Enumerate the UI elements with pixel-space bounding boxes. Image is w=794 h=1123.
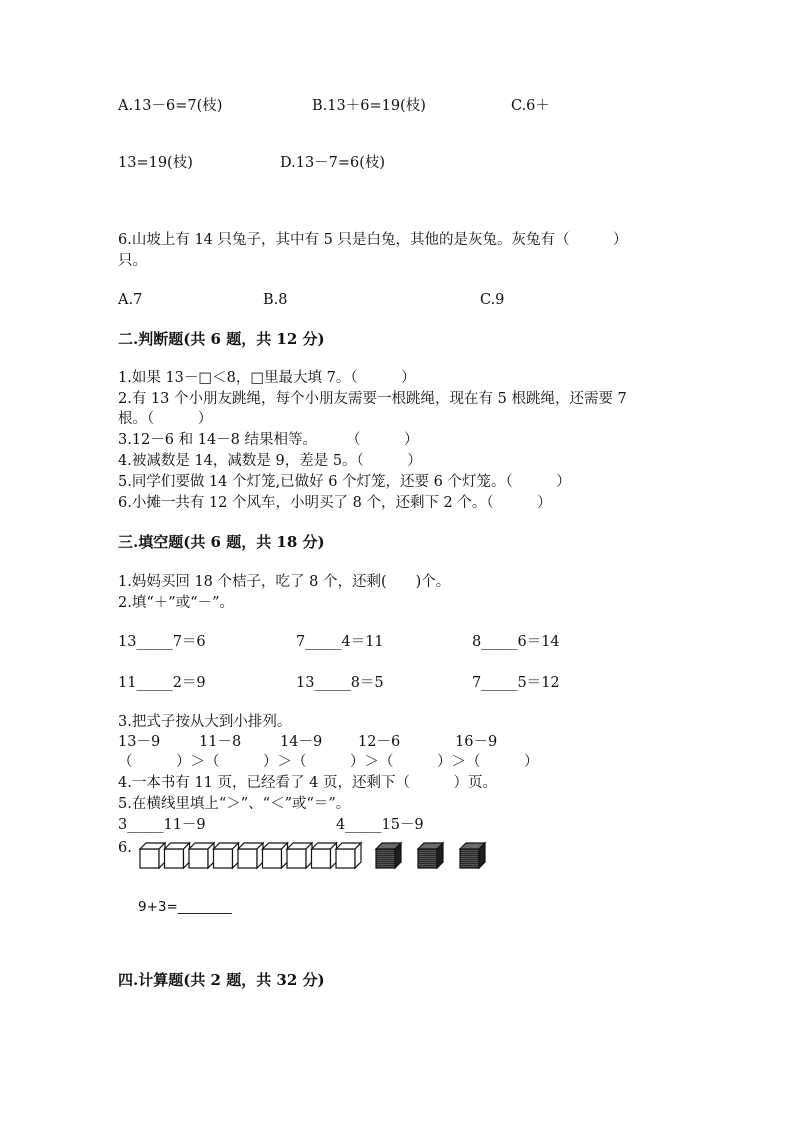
section-2-heading: 二.判断题(共 6 题，共 12 分) — [118, 330, 325, 348]
q6-option-c: C.9 — [480, 292, 505, 308]
section-4-heading: 四.计算题(共 2 题，共 32 分) — [118, 971, 325, 989]
judge-item: 5.同学们要做 14 个灯笼,已做好 6 个灯笼，还要 6 个灯笼。（ ） — [118, 474, 571, 490]
white-cube — [238, 843, 263, 868]
fill-q4: 4.一本书有 11 页，已经看了 4 页，还剩下（ ）页。 — [118, 775, 497, 791]
q6-text-continued: 只。 — [118, 253, 147, 269]
q5-option-b: B.13＋6=19(枝) — [312, 98, 426, 114]
fill-q3-expression: 13－9 — [118, 734, 161, 750]
white-cube — [140, 843, 165, 868]
fill-q5-blank: 3_____11－9 — [118, 817, 206, 833]
fill-q3-expression: 14－9 — [280, 734, 323, 750]
fill-q6-label: 6. — [118, 840, 132, 856]
q6-option-b: B.8 — [263, 292, 288, 308]
judge-item: 3.12－6 和 14－8 结果相等。 （ ） — [118, 432, 419, 448]
fill-q5-blank: 4_____15－9 — [336, 817, 424, 833]
fill-q2-blank: 7_____5＝12 — [472, 675, 560, 691]
cubes-illustration — [138, 838, 490, 874]
white-cube — [263, 843, 288, 868]
white-cube — [287, 843, 312, 868]
white-cube — [214, 843, 239, 868]
fill-q3-expression: 16－9 — [455, 734, 498, 750]
fill-q3-expression: 11－8 — [199, 734, 242, 750]
q6-option-a: A.7 — [118, 292, 143, 308]
white-cube — [165, 843, 190, 868]
fill-q3-expression: 12－6 — [358, 734, 401, 750]
white-cube — [312, 843, 337, 868]
fill-q2: 2.填“＋”或“－”。 — [118, 595, 234, 611]
dark-cube — [376, 843, 401, 868]
judge-item-continued: 根。（ ） — [118, 411, 213, 427]
fill-q2-blank: 11_____2＝9 — [118, 675, 206, 691]
fill-q5: 5.在横线里填上“＞”、“＜”或“＝”。 — [118, 796, 351, 812]
white-cube — [189, 843, 214, 868]
fill-q2-blank: 13_____7＝6 — [118, 634, 206, 650]
q5-option-d: D.13－7=6(枝) — [280, 155, 386, 171]
fill-q6-equation: 9+3=________ — [138, 899, 232, 915]
fill-q2-blank: 13_____8＝5 — [296, 675, 384, 691]
q5-option-c: C.6＋ — [511, 98, 550, 114]
fill-q1: 1.妈妈买回 18 个桔子，吃了 8 个，还剩( )个。 — [118, 574, 451, 590]
dark-cube — [418, 843, 443, 868]
fill-q2-blank: 7_____4＝11 — [296, 634, 384, 650]
q5-option-c-continued: 13=19(枝) — [118, 155, 193, 171]
fill-q3: 3.把式子按从大到小排列。 — [118, 714, 292, 730]
fill-q3-order-blanks: （ ）＞（ ）＞（ ）＞（ ）＞（ ） — [118, 754, 539, 770]
dark-cube — [460, 843, 485, 868]
fill-q2-blank: 8_____6＝14 — [472, 634, 560, 650]
section-3-heading: 三.填空题(共 6 题，共 18 分) — [118, 533, 325, 551]
judge-item: 1.如果 13－□＜8，□里最大填 7。（ ） — [118, 370, 416, 386]
q6-text: 6.山坡上有 14 只兔子，其中有 5 只是白兔，其他的是灰兔。灰兔有（ ） — [118, 232, 628, 248]
white-cube — [336, 843, 361, 868]
q5-option-a: A.13－6=7(枝) — [118, 98, 223, 114]
judge-item: 6.小摊一共有 12 个风车，小明买了 8 个，还剩下 2 个。（ ） — [118, 495, 552, 511]
judge-item: 4.被减数是 14，减数是 9，差是 5。（ ） — [118, 453, 422, 469]
judge-item: 2.有 13 个小朋友跳绳，每个小朋友需要一根跳绳，现在有 5 根跳绳，还需要 7 — [118, 391, 627, 407]
